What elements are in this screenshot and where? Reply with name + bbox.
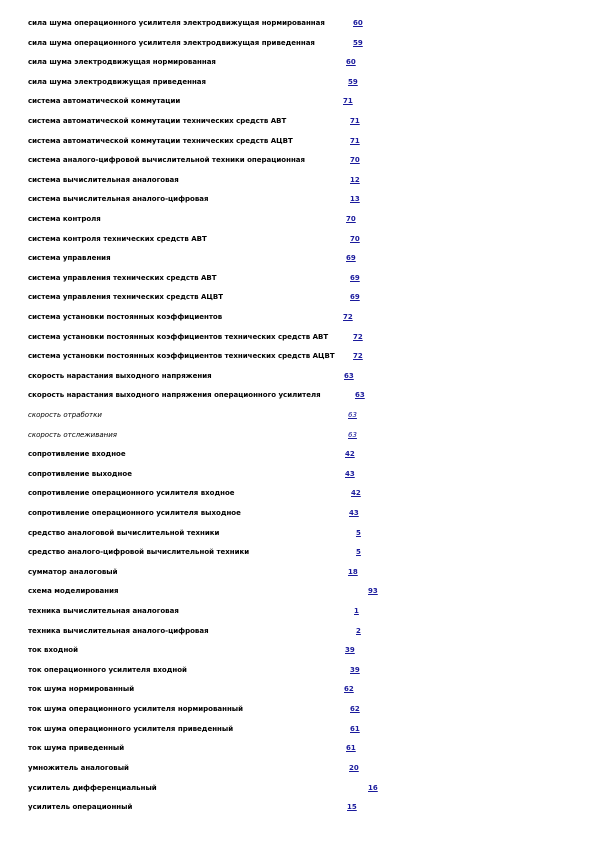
index-term: средство аналоговой вычислительной техники — [28, 529, 220, 537]
page-link[interactable]: 15 — [347, 803, 357, 811]
page-link[interactable]: 69 — [350, 274, 360, 282]
index-term: схема моделирования — [28, 587, 119, 595]
index-term: система установки постоянных коэффициентов технических средств АЦВТ — [28, 352, 335, 360]
index-term: система вычислительная аналого-цифровая — [28, 195, 209, 203]
page-link[interactable]: 2 — [356, 627, 361, 635]
index-term: скорость отработки — [28, 411, 102, 419]
index-term: ток шума операционного усилителя приведенный — [28, 725, 234, 733]
index-term: сопротивление выходное — [28, 470, 132, 478]
page-link[interactable]: 71 — [350, 137, 360, 145]
page-link[interactable]: 1 — [354, 607, 359, 615]
page-link[interactable]: 18 — [348, 568, 358, 576]
index-term: сопротивление операционного усилителя входное — [28, 489, 235, 497]
page-link[interactable]: 62 — [344, 685, 354, 693]
page-link[interactable]: 43 — [349, 509, 359, 517]
page-link[interactable]: 42 — [345, 450, 355, 458]
index-term: система управления технических средств АЦВТ — [28, 293, 224, 301]
page-link[interactable]: 5 — [356, 548, 361, 556]
index-term: система установки постоянных коэффициентов — [28, 313, 223, 321]
page-link[interactable]: 70 — [350, 156, 360, 164]
page-link[interactable]: 12 — [350, 176, 360, 184]
page-link[interactable]: 39 — [345, 646, 355, 654]
page-link[interactable]: 60 — [346, 58, 356, 66]
page-link[interactable]: 43 — [345, 470, 355, 478]
page-link[interactable]: 16 — [368, 784, 378, 792]
page-link[interactable]: 60 — [353, 19, 363, 27]
index-term: система автоматической коммутации — [28, 97, 181, 105]
index-term: средство аналого-цифровой вычислительной техники — [28, 548, 250, 556]
page-link[interactable]: 39 — [350, 666, 360, 674]
page-link[interactable]: 63 — [348, 411, 357, 419]
index-term: система автоматической коммутации технических средств АЦВТ — [28, 137, 293, 145]
index-term: система контроля технических средств АВТ — [28, 235, 207, 243]
index-term: скорость нарастания выходного напряжения операционного усилителя — [28, 391, 321, 399]
index-term: ток операционного усилителя входной — [28, 666, 187, 674]
index-term: сила шума электродвижущая приведенная — [28, 78, 207, 86]
page-link[interactable]: 63 — [355, 391, 365, 399]
index-term: ток шума приведенный — [28, 744, 125, 752]
page-link[interactable]: 5 — [356, 529, 361, 537]
page-link[interactable]: 62 — [350, 705, 360, 713]
index-term: система контроля — [28, 215, 101, 223]
index-term: сопротивление операционного усилителя выходное — [28, 509, 241, 517]
index-term: сила шума операционного усилителя электродвижущая приведенная — [28, 39, 315, 47]
index-term: усилитель операционный — [28, 803, 133, 811]
page-link[interactable]: 59 — [353, 39, 363, 47]
index-term: ток входной — [28, 646, 79, 654]
index-term: сопротивление входное — [28, 450, 126, 458]
page-link[interactable]: 71 — [350, 117, 360, 125]
index-term: система установки постоянных коэффициентов технических средств АВТ — [28, 333, 329, 341]
page-link[interactable]: 61 — [346, 744, 356, 752]
page-link[interactable]: 63 — [344, 372, 354, 380]
index-term: усилитель дифференциальный — [28, 784, 157, 792]
page-link[interactable]: 69 — [350, 293, 360, 301]
index-term: система вычислительная аналоговая — [28, 176, 179, 184]
index-term: система аналого-цифровой вычислительной техники операционная — [28, 156, 305, 164]
page-link[interactable]: 61 — [350, 725, 360, 733]
page-link[interactable]: 71 — [343, 97, 353, 105]
page-link[interactable]: 13 — [350, 195, 360, 203]
index-term: ток шума нормированный — [28, 685, 135, 693]
page-link[interactable]: 72 — [353, 333, 363, 341]
index-term: сумматор аналоговый — [28, 568, 118, 576]
page-link[interactable]: 72 — [353, 352, 363, 360]
index-term: сила шума электродвижущая нормированная — [28, 58, 216, 66]
index-term: скорость отслеживания — [28, 431, 117, 439]
page-link[interactable]: 72 — [343, 313, 353, 321]
page-link[interactable]: 70 — [346, 215, 356, 223]
page-link[interactable]: 20 — [349, 764, 359, 772]
index-term: техника вычислительная аналого-цифровая — [28, 627, 209, 635]
index-term: система управления технических средств АВТ — [28, 274, 217, 282]
page-link[interactable]: 93 — [368, 587, 378, 595]
index-term: скорость нарастания выходного напряжения — [28, 372, 212, 380]
index-term: техника вычислительная аналоговая — [28, 607, 179, 615]
index-term: система автоматической коммутации технических средств АВТ — [28, 117, 287, 125]
page-link[interactable]: 69 — [346, 254, 356, 262]
index-term: умножитель аналоговый — [28, 764, 129, 772]
page-link[interactable]: 70 — [350, 235, 360, 243]
index-term: ток шума операционного усилителя нормированный — [28, 705, 244, 713]
page-link[interactable]: 42 — [351, 489, 361, 497]
index-term: сила шума операционного усилителя электродвижущая нормированная — [28, 19, 325, 27]
page-link[interactable]: 63 — [348, 431, 357, 439]
page-link[interactable]: 59 — [348, 78, 358, 86]
index-term: система управления — [28, 254, 111, 262]
